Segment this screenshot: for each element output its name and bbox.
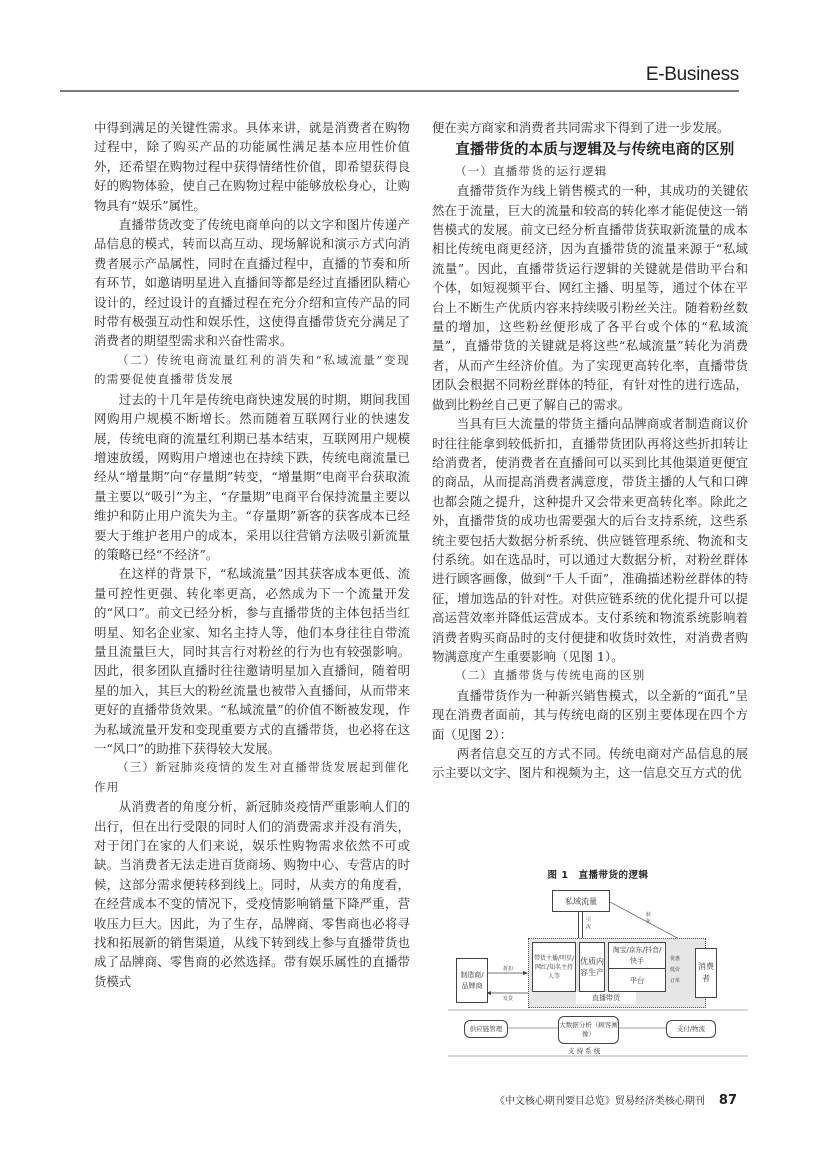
node-label: 制造商/品牌商 [460,970,484,990]
subsection-heading: （一）直播带货的运行逻辑 [455,163,608,178]
node-platforms [608,942,666,970]
paragraph: 从消费者的角度分析，新冠肺炎疫情严重影响人们的出行，但在出行受限的同时人们的消费需求并没有消失，对于闭门在家的人们来说，娱乐性购物需求依然不可或缺。当消费者无法走进百货商场、购物中心、专营店的时候，这部分需求便转移到线上。同时，从卖方的角度看，在经营成本不变的情况下，受疫情影响销量下降严重，营收压力巨大。因此，为了生存，品牌商、零售商也必将寻找和拓展新的销售渠道，从线下转到线上参与直播带货也成了品牌商、零售商的必然选择。带有娱乐属性的直播带货模式 [94,799,410,989]
paragraph: 过去的十几年是传统电商快速发展的时期，期间我国网购用户规模不断增长。然而随着互联网行业的快速发展，传统电商的流量红利期已基本结束，互联网用户规模增速放缓，网购用户增速也在持续下跌，传统电商流量已经从“增量期”向“存量期”转变，“增量期”电商平台获取流量主要以“吸引”为主，“存量期”电商平台保持流量主要以维护和防止用户流失为主。“存量期”新客的获客成本已经要大于维护老用户的成本，采用以往营销方法吸引新流量的策略已经“不经济”。 [94,391,410,562]
node-label: 支付/物流 [676,1024,706,1033]
node-big-data [558,1016,619,1044]
subsection-heading: （二）直播带货与传统电商的区别 [455,668,646,683]
node-label: 大数据分析（顾客画像） [559,1021,618,1038]
node-label: 供应链管理 [469,1024,503,1033]
node-label: 消费者 [698,962,714,983]
node-label: 优质内容生产 [580,957,604,977]
node-label: 淘宝/京东/抖音/快手 [612,946,662,965]
header-rule [60,90,739,92]
support-system-label: 支 持 系 统 [568,1047,601,1055]
node-platform [608,968,666,992]
right-column [432,118,748,783]
paragraph: 中得到满足的关键性需求。具体来讲，就是消费者在购物过程中，除了购买产品的功能属性满足基本应用性价值外，还希望在购物过程中获得情绪性价值，即希望获得良好的购物体验，使自己在购物过程中能够放松身心，让购物具有“娱乐”属性。 [94,120,410,213]
node-label: 直播带货 [592,993,620,1002]
edge-label-price: 低价 [670,967,681,973]
paragraph: 在这样的背景下，“私域流量”因其获客成本更低、流量可控性更强、转化率更高，必然成为下一个流量开发的“风口”。前文已经分析，参与直播带货的主体包括当红明星、知名企业家、知名主持人等，他们本身往往自带流量且流量巨大，同时其言行对粉丝的行为也有较强影响。因此，很多团队直播时往往邀请明星加入直播间，随着明星的加入，其巨大的粉丝流量也被带入直播间，从而带来更好的直播带货效果。“私域流量”的价值不断被发现，作为私域流量开发和变现重要方式的直播带货，也必将在这一“风口”的助推下获得较大发展。 [94,566,410,756]
paragraph: 直播带货改变了传统电商单向的以文字和图片传递产品信息的模式，转而以高互动、现场解说和演示方式向消费者展示产品属性，同时在直播过程中，直播的节奏和所有环节，如邀请明星进入直播间等都是经过直播团队精心设计的，经过设计的直播过程在充分介绍和宣传产品的同时带有极强互动性和娱乐性，这使得直播带货充分满足了消费者的期望型需求和兴奋性需求。 [94,217,410,349]
header-title: E-Business [645,64,739,85]
page-number: 87 [718,1093,737,1108]
section-heading: 直播带货的本质与逻辑及与传统电商的区别 [455,142,735,159]
subsection-heading: （三）新冠肺炎疫情的发生对直播带货发展起到催化作用 [94,760,410,794]
paragraph: 直播带货作为线上销售模式的一种，其成功的关键依然在于流量，巨大的流量和较高的转化率才能促使这一销售模式的发展。前文已经分析直播带货获取新流量的成本相比传统电商更经济，因为直播带货的流量来源于“私域流量”。因此，直播带货运行逻辑的关键就是借助平台和个体，如短视频平台、网红主播、明星等，通过个体在平台上不断生产优质内容来持续吸引粉丝关注。随着粉丝数量的增加，这些粉丝便形成了各平台或个体的“私域流量”，直播带货的关键就是将这些“私域流量”转化为消费者，从而产生经济价值。为了实现更高转化率，直播带货团队会根据不同粉丝群体的特征，有针对性的进行选品，做到比粉丝自己更了解自己的需求。 [432,183,748,412]
paragraph: 便在卖方商家和消费者共同需求下得到了进一步发展。 [432,120,730,135]
subsection-heading: （二）传统电商流量红利的消失和“私域流量”变现的需要促使直播带货发展 [94,352,410,387]
node-manufacturer [456,958,488,1003]
paragraph: 直播带货作为一种新兴销售模式，以全新的“面孔”呈现在消费者面前，其与传统电商的区别主要体现在四个方面（见图 2）： [432,687,748,742]
page-footer [495,1092,737,1108]
node-consumer [695,948,717,998]
node-content [579,942,605,992]
edge-label-attract: 引流 [586,917,592,930]
edge-label-order: 订单 [670,978,681,984]
node-payment [666,1020,716,1038]
node-label: 私域流量 [565,896,597,906]
edge-label-shipping: 发货 [503,996,514,1002]
paragraph: 两者信息交互的方式不同。传统电商对产品信息的展示主要以文字、图片和视频为主，这一信息交互方式的优 [432,746,748,781]
node-live-commerce [576,992,636,1004]
node-supply-chain [464,1020,508,1038]
figure-title: 图 1 直播带货的逻辑 [547,870,649,881]
node-label: 带货主播/明星/网红/知名主持人等 [533,954,575,980]
node-label: 平台 [629,975,645,985]
edge-label-discount: 折扣 [503,966,514,972]
edge-label-convert: 转化 [646,912,652,925]
journal-citation: 《中文核心期刊要目总览》贸易经济类核心期刊 [494,1096,705,1107]
figure-1 [448,860,748,1070]
edge-label-benefit: 优惠 [670,956,681,962]
node-anchors [532,942,576,992]
paragraph: 当具有巨大流量的带货主播向品牌商或者制造商议价时往往能拿到较低折扣，直播带货团队再将这些折扣转让给消费者，使消费者在直播间可以买到比其他渠道更便宜的商品，从而提高消费者满意度，带货主播的人气和口碑也都会随之提升，这种提升又会带来更高转化率。除此之外，直播带货的成功也需要强大的后台支持系统，这些系统主要包括大数据分析系统、供应链管理系统、物流和支付系统。如在选品时，可以通过大数据分析，对粉丝群体进行顾客画像，做到“千人千面”，准确描述粉丝群体的特征，增加选品的针对性。对供应链系统的优化提升可以提高运营效率并降低运营成本。支付系统和物流系统影响着消费者购买商品时的支付便捷和收货时效性，对消费者购物满意度产生重要影响（见图 1）。 [432,416,748,664]
left-column [94,118,410,991]
